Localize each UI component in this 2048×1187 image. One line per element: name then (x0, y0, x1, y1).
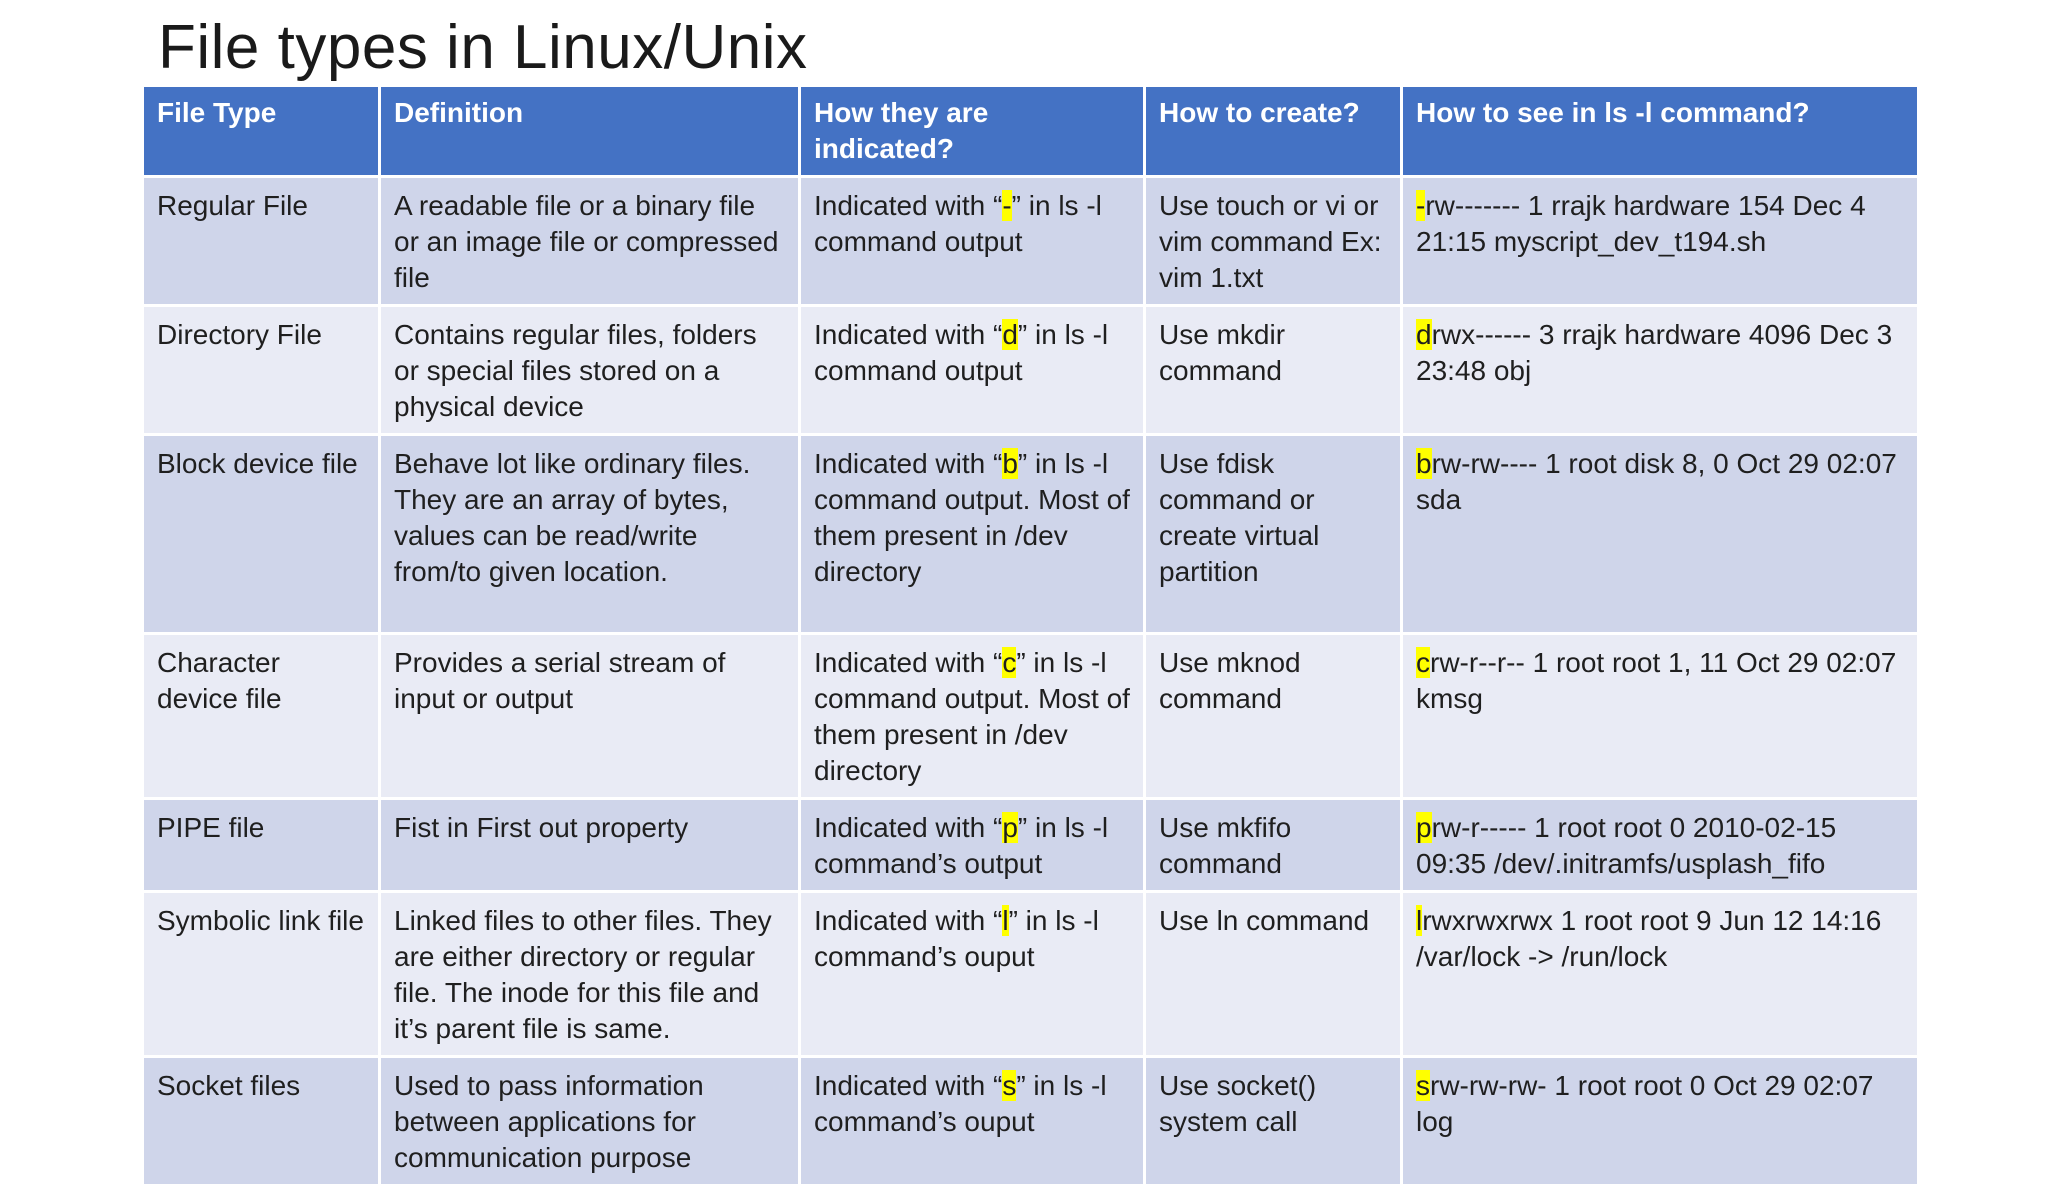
cell-ls-output (1402, 892, 1919, 1057)
cell-create: Use fdisk command or create virtual partition (1145, 435, 1402, 634)
indicator-char: c (1002, 647, 1017, 678)
table-row (143, 892, 1919, 1057)
indicated-suffix: ” in ls -l command output. Most of them present in /dev directory (814, 448, 1130, 587)
ls-rest: rwxrwxrwx 1 root root 9 Jun 12 14:16 /var/lock -> /run/lock (1416, 905, 1882, 972)
indicated-suffix: ” in ls -l command output (814, 319, 1109, 386)
indicated-prefix: Indicated with “ (814, 190, 1003, 221)
table-body (143, 177, 1919, 1186)
cell-definition: Linked files to other files. They are either directory or regular file. The inode for this file and it’s parent file is same. (380, 892, 800, 1057)
cell-create: Use mknod command (1145, 634, 1402, 799)
cell-file-type: Regular File (143, 177, 380, 306)
table-header (143, 86, 1919, 177)
indicated-prefix: Indicated with “ (814, 647, 1003, 678)
ls-rest: rw-r----- 1 root root 0 2010-02-15 09:35 /dev/.initramfs/usplash_fifo (1416, 812, 1837, 879)
cell-indicated (800, 306, 1145, 435)
cell-indicated (800, 435, 1145, 634)
cell-create: Use touch or vi or vim command Ex: vim 1.txt (1145, 177, 1402, 306)
indicated-prefix: Indicated with “ (814, 812, 1003, 843)
table-row (143, 634, 1919, 799)
header-create: How to create? (1145, 86, 1402, 177)
ls-rest: rw-r--r-- 1 root root 1, 11 Oct 29 02:07 kmsg (1416, 647, 1897, 714)
table-row (143, 435, 1919, 634)
table-row (143, 306, 1919, 435)
header-ls-output: How to see in ls -l command? (1402, 86, 1919, 177)
ls-type-char: p (1416, 812, 1432, 843)
indicator-char: s (1002, 1070, 1017, 1101)
cell-create: Use mkdir command (1145, 306, 1402, 435)
table-row (143, 177, 1919, 306)
cell-ls-output (1402, 634, 1919, 799)
indicated-suffix: ” in ls -l command output. Most of them present in /dev directory (814, 647, 1130, 786)
indicated-prefix: Indicated with “ (814, 905, 1003, 936)
indicator-char: d (1002, 319, 1018, 350)
cell-create: Use socket() system call (1145, 1057, 1402, 1186)
cell-definition: A readable file or a binary file or an image file or compressed file (380, 177, 800, 306)
cell-ls-output (1402, 435, 1919, 634)
cell-definition: Contains regular files, folders or special files stored on a physical device (380, 306, 800, 435)
slide-title: File types in Linux/Unix (158, 13, 808, 82)
header-definition: Definition (380, 86, 800, 177)
cell-ls-output (1402, 799, 1919, 892)
ls-type-char: l (1416, 905, 1423, 936)
ls-rest: rw-rw---- 1 root disk 8, 0 Oct 29 02:07 sda (1416, 448, 1897, 515)
ls-type-char: - (1416, 190, 1426, 221)
indicated-prefix: Indicated with “ (814, 319, 1003, 350)
cell-file-type: Symbolic link file (143, 892, 380, 1057)
cell-definition: Fist in First out property (380, 799, 800, 892)
indicated-suffix: ” in ls -l command’s ouput (814, 905, 1099, 972)
header-row (143, 86, 1919, 177)
cell-definition: Used to pass information between applications for communication purpose (380, 1057, 800, 1186)
cell-indicated (800, 892, 1145, 1057)
ls-type-char: b (1416, 448, 1432, 479)
indicated-suffix: ” in ls -l command’s output (814, 812, 1109, 879)
indicated-suffix: ” in ls -l command output (814, 190, 1102, 257)
ls-rest: rw------- 1 rrajk hardware 154 Dec 4 21:15 myscript_dev_t194.sh (1416, 190, 1866, 257)
header-file-type: File Type (143, 86, 380, 177)
table-row (143, 799, 1919, 892)
cell-create: Use ln command (1145, 892, 1402, 1057)
cell-ls-output (1402, 1057, 1919, 1186)
cell-create: Use mkfifo command (1145, 799, 1402, 892)
header-indicated: How they are indicated? (800, 86, 1145, 177)
cell-ls-output (1402, 306, 1919, 435)
indicator-char: p (1002, 812, 1018, 843)
indicator-char: l (1002, 905, 1009, 936)
cell-indicated (800, 177, 1145, 306)
cell-definition: Behave lot like ordinary files. They are an array of bytes, values can be read/write from/to given location. (380, 435, 800, 634)
cell-indicated (800, 634, 1145, 799)
indicator-char: b (1002, 448, 1018, 479)
ls-type-char: d (1416, 319, 1432, 350)
indicated-prefix: Indicated with “ (814, 1070, 1003, 1101)
file-types-table (141, 84, 1920, 1187)
indicator-char: - (1002, 190, 1012, 221)
cell-indicated (800, 799, 1145, 892)
cell-file-type: Directory File (143, 306, 380, 435)
ls-type-char: s (1416, 1070, 1430, 1101)
cell-definition: Provides a serial stream of input or output (380, 634, 800, 799)
table-row (143, 1057, 1919, 1186)
indicated-suffix: ” in ls -l command’s ouput (814, 1070, 1107, 1137)
cell-indicated (800, 1057, 1145, 1186)
cell-file-type: PIPE file (143, 799, 380, 892)
cell-file-type: Socket files (143, 1057, 380, 1186)
cell-ls-output (1402, 177, 1919, 306)
ls-rest: rwx------ 3 rrajk hardware 4096 Dec 3 23:48 obj (1416, 319, 1893, 386)
ls-rest: rw-rw-rw- 1 root root 0 Oct 29 02:07 log (1416, 1070, 1874, 1137)
indicated-prefix: Indicated with “ (814, 448, 1003, 479)
ls-type-char: c (1416, 647, 1430, 678)
cell-file-type: Character device file (143, 634, 380, 799)
cell-file-type: Block device file (143, 435, 380, 634)
